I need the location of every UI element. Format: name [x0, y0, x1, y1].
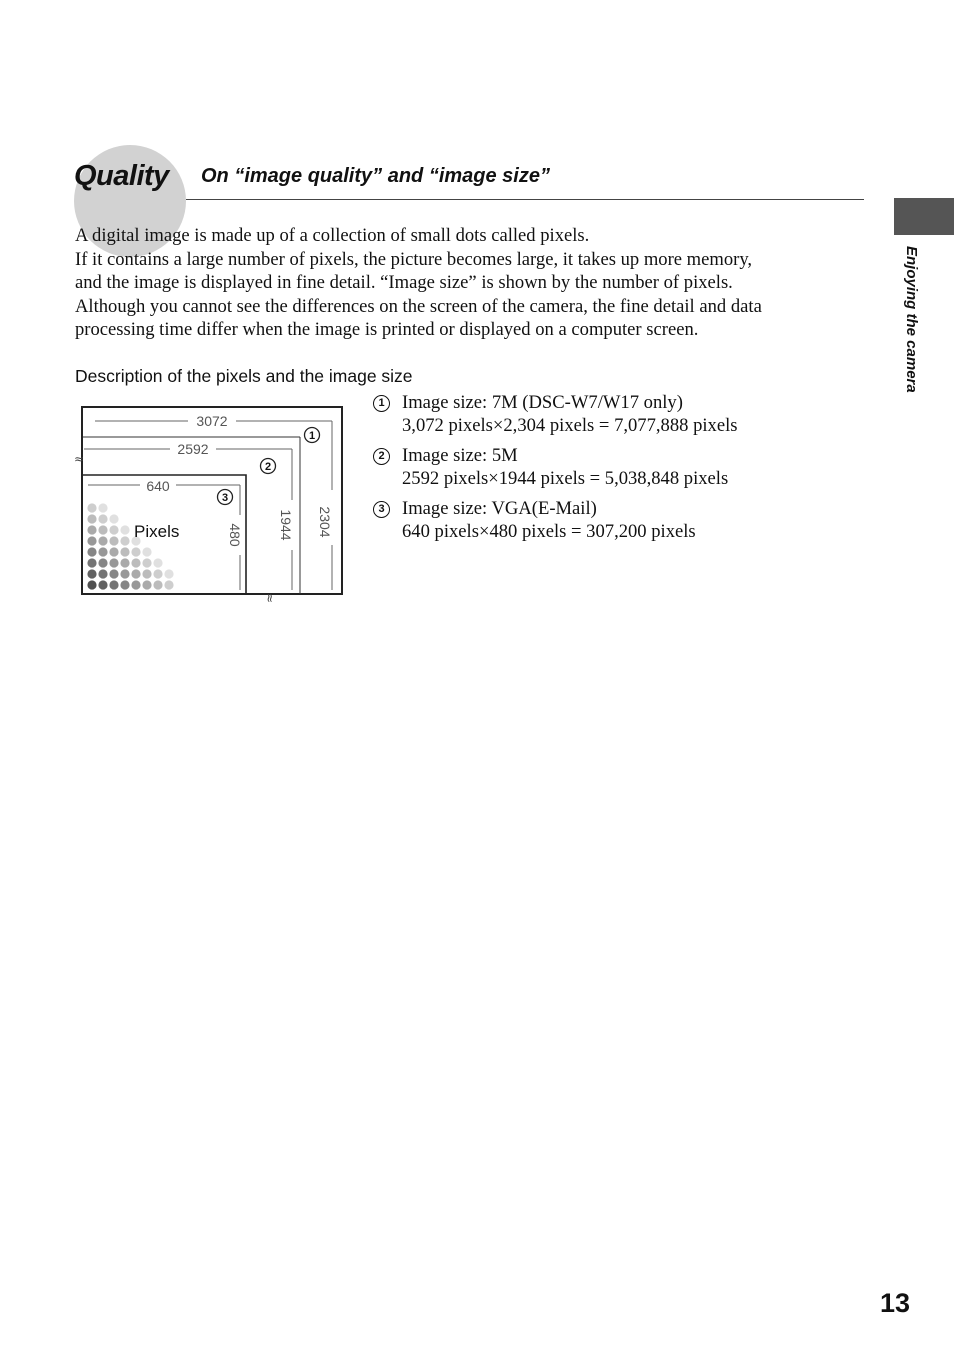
- pixel-dot: [131, 569, 140, 578]
- legend-item-5m: [373, 445, 853, 490]
- legend-size-label: Image size: 7M (DSC-W7/W17 only): [402, 392, 683, 413]
- pixel-dot-grid: [87, 503, 173, 589]
- pixel-dot: [153, 569, 162, 578]
- pixel-dot: [98, 569, 107, 578]
- pixel-dot: [120, 569, 129, 578]
- image-size-legend: [373, 392, 853, 551]
- pixel-dot: [120, 558, 129, 567]
- pixel-dot: [98, 547, 107, 556]
- pixel-size-diagram: [70, 400, 355, 610]
- marker-1: 1: [308, 430, 316, 442]
- legend-pixel-count: 3,072 pixels×2,304 pixels = 7,077,888 pixels: [402, 414, 738, 436]
- intro-paragraph: [75, 224, 865, 342]
- pixel-dot: [87, 580, 96, 589]
- pixel-dot: [120, 536, 129, 545]
- pixel-dot: [164, 580, 173, 589]
- paragraph-line: and the image is displayed in fine detail. “Image size” is shown by the number of pixels.: [75, 272, 733, 294]
- pixel-dot: [98, 558, 107, 567]
- pixel-dot: [131, 547, 140, 556]
- paragraph-line: Although you cannot see the differences on the screen of the camera, the fine detail and data: [75, 295, 762, 317]
- pixel-dot: [153, 580, 162, 589]
- paragraph-line: If it contains a large number of pixels, the picture becomes large, it takes up more memory,: [75, 248, 753, 270]
- pixel-dot: [109, 580, 118, 589]
- pixel-dot: [142, 569, 151, 578]
- pixel-dot: [142, 580, 151, 589]
- break-mark-bottom: ≈: [263, 593, 277, 604]
- section-title: Quality: [74, 160, 169, 192]
- pixel-dot: [109, 536, 118, 545]
- pixel-dot: [142, 558, 151, 567]
- legend-pixel-count: 640 pixels×480 pixels = 307,200 pixels: [402, 520, 696, 542]
- marker-2: 2: [264, 461, 272, 473]
- paragraph-line: processing time differ when the image is printed or displayed on a computer screen.: [75, 319, 699, 341]
- pixel-dot: [87, 503, 96, 512]
- pixel-dot: [98, 514, 107, 523]
- chapter-tab-label: Enjoying the camera: [903, 246, 920, 393]
- legend-size-label: Image size: 5M: [402, 445, 518, 466]
- pixel-dot: [98, 536, 107, 545]
- width-label-640: 640: [146, 478, 170, 494]
- pixel-dot: [87, 569, 96, 578]
- pixel-dot: [109, 525, 118, 534]
- pixel-dot: [98, 580, 107, 589]
- pixel-dot: [109, 547, 118, 556]
- diagram-caption: Description of the pixels and the image size: [75, 366, 413, 386]
- pixel-dot: [109, 558, 118, 567]
- pixel-dot: [87, 525, 96, 534]
- width-label-2592: 2592: [177, 441, 209, 457]
- legend-pixel-count: 2592 pixels×1944 pixels = 5,038,848 pixels: [402, 467, 729, 489]
- legend-marker-3: 3: [373, 501, 390, 518]
- pixel-dot: [120, 547, 129, 556]
- legend-marker-2: 2: [373, 448, 390, 465]
- heading-divider: [186, 199, 864, 200]
- pixels-label: Pixels: [134, 522, 180, 541]
- height-label-2304: 2304: [317, 506, 333, 538]
- break-mark-left: ≈: [74, 452, 85, 466]
- pixel-dot: [131, 558, 140, 567]
- pixel-dot: [153, 558, 162, 567]
- pixel-dot: [131, 580, 140, 589]
- pixel-dot: [109, 514, 118, 523]
- frame-3072: [82, 407, 342, 594]
- legend-item-vga: [373, 498, 853, 543]
- height-label-480: 480: [227, 523, 243, 547]
- pixel-dot: [98, 503, 107, 512]
- legend-size-label: Image size: VGA(E-Mail): [402, 498, 597, 519]
- pixel-dot: [87, 514, 96, 523]
- pixel-dot: [120, 580, 129, 589]
- page-number: 13: [880, 1288, 911, 1318]
- pixel-dot: [87, 536, 96, 545]
- pixel-dot: [109, 569, 118, 578]
- paragraph-line: A digital image is made up of a collection of small dots called pixels.: [75, 225, 590, 246]
- legend-item-7m: [373, 392, 853, 437]
- marker-3: 3: [221, 492, 229, 504]
- pixel-dot: [164, 569, 173, 578]
- pixel-dot: [87, 547, 96, 556]
- chapter-tab: [894, 198, 954, 235]
- pixel-dot: [142, 547, 151, 556]
- legend-marker-1: 1: [373, 395, 390, 412]
- section-heading: On “image quality” and “image size”: [201, 165, 550, 187]
- pixel-dot: [87, 558, 96, 567]
- pixel-dot: [98, 525, 107, 534]
- width-label-3072: 3072: [196, 413, 228, 429]
- pixel-dot: [120, 525, 129, 534]
- height-label-1944: 1944: [278, 509, 294, 541]
